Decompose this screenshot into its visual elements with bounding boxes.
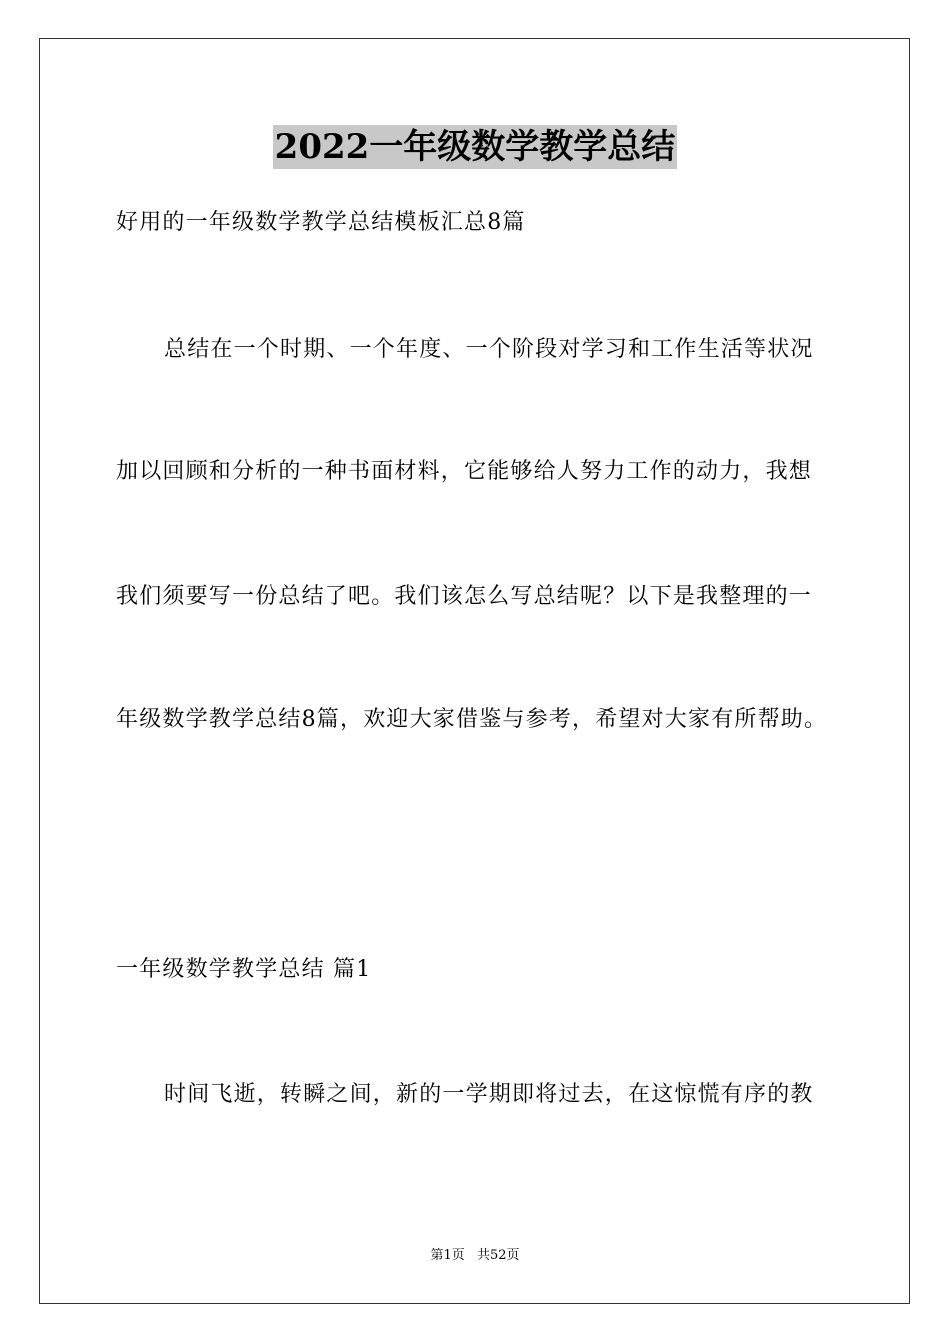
page-total: 共52页 <box>476 1248 520 1263</box>
document-subtitle: 好用的一年级数学教学总结模板汇总8篇 <box>116 210 526 235</box>
paragraph-line-4: 年级数学教学总结8篇，欢迎大家借鉴与参考，希望对大家有所帮助。 <box>116 707 828 732</box>
page-footer <box>0 1247 950 1265</box>
section-paragraph-line-1: 时间飞逝，转瞬之间，新的一学期即将过去，在这惊慌有序的教 <box>164 1082 814 1107</box>
paragraph-line-2: 加以回顾和分析的一种书面材料，它能够给人努力工作的动力，我想 <box>116 459 813 484</box>
title-container <box>0 125 950 169</box>
document-title: 2022一年级数学教学总结 <box>274 127 676 167</box>
section-heading: 一年级数学教学总结 篇1 <box>116 957 372 982</box>
paragraph-line-1: 总结在一个时期、一个年度、一个阶段对学习和工作生活等状况 <box>164 337 814 362</box>
paragraph-line-3: 我们须要写一份总结了吧。我们该怎么写总结呢？以下是我整理的一 <box>116 584 813 609</box>
page-number: 第1页 <box>430 1248 465 1263</box>
